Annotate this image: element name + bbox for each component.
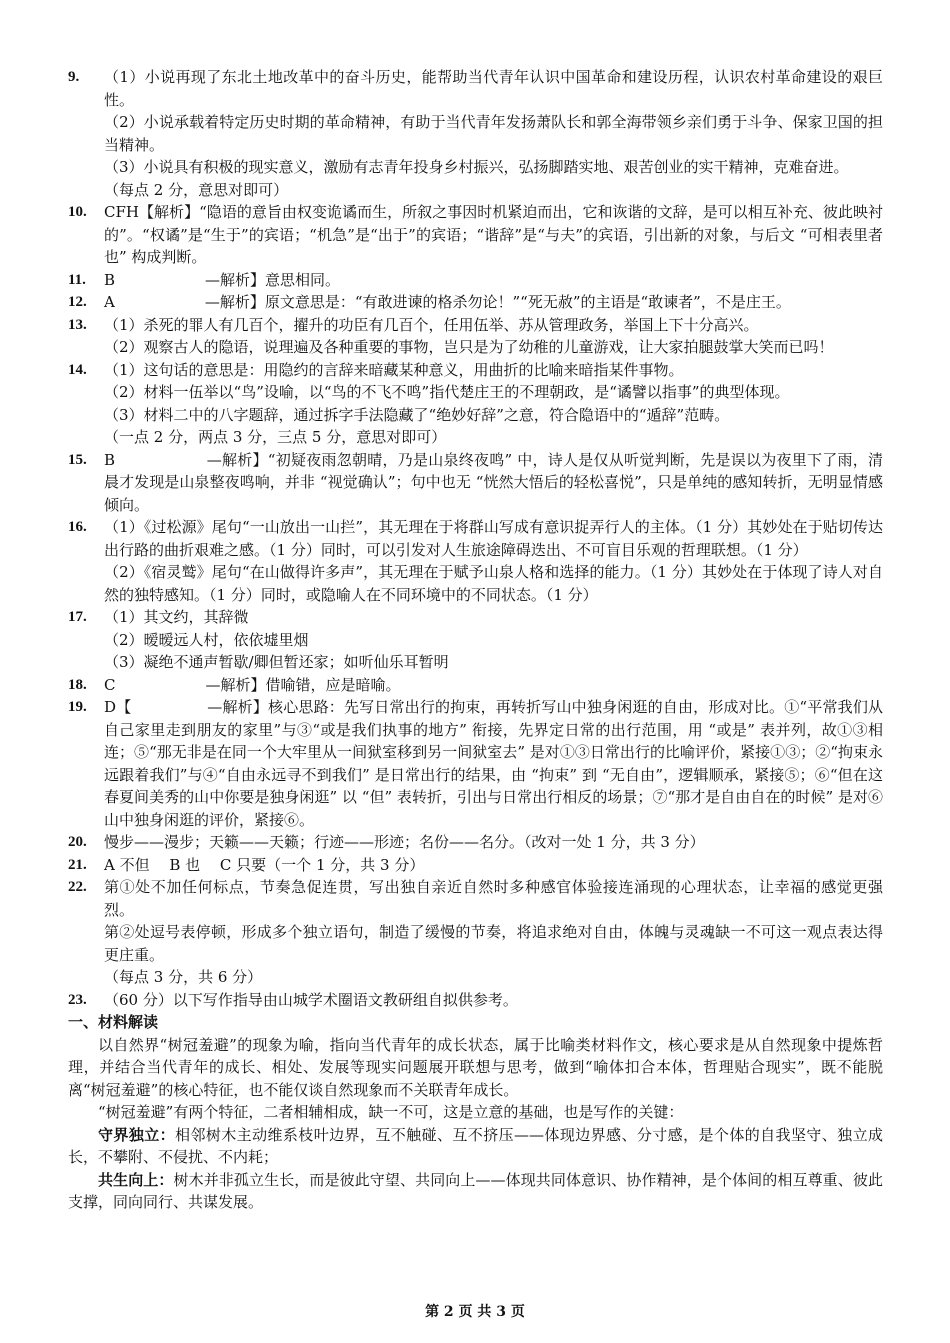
item-number: 21.	[68, 856, 87, 873]
item-number: 10.	[68, 204, 87, 220]
answer-item-18	[68, 674, 883, 697]
answer-line: （3）材料二中的八字题辞，通过拆字手法隐藏了“绝妙好辞”之意，符合隐语中的“遁辞”范畴。	[104, 405, 730, 424]
answer-line: （2）小说承载着特定历史时期的革命精神，有助于当代青年发扬萧队长和郭全海带领乡亲们勇于斗争、保家卫国的担当精神。	[104, 113, 883, 154]
item-number: 15.	[68, 451, 87, 468]
answer-item-10	[68, 201, 883, 269]
answer-line: D【 —解析】核心思路：先写日常出行的拘束，再转折写山中独身闲逛的自由，形成对比。①“平常我们从自己家里走到朋友的家里”与③“或是我们执事的地方” 衔接，先界定日常的出行范围，用 “或是” 表并列，故①③相连；⑤“那无非是在同一个大牢里从一间狱室移到另一间狱室去” 是对①③日常出行的比喻评价，紧接①③；②“拘束永远跟着我们”与④“自由永远寻不到我们” 是日常出行的结果，由 “拘束” 到 “无自由”，逻辑顺承，紧接⑤；⑥“但在这春夏间美秀的山中你要是独身闲逛” 以 “但” 表转折，引出与日常出行相反的场景；⑦“那才是自由自在的时候” 是对⑥山中独身闲逛的评价，紧接⑥。	[104, 698, 883, 829]
answer-line: （每点 3 分，共 6 分）	[104, 968, 263, 986]
answer-line: （2）材料一伍举以“鸟”设喻，以“鸟的不飞不鸣”指代楚庄王的不理朝政，是“谲譬以指事”的典型体现。	[104, 383, 790, 401]
answer-line: （2）《宿灵鹫》尾句“在山做得许多声”，其无理在于赋予山泉人格和选择的能力。（1 分）其妙处在于体现了诗人对自然的独特感知。（1 分）同时，或隐喻人在不同环境中的不同状态。（1 分）	[104, 563, 883, 604]
answer-line: B —解析】意思相同。	[104, 270, 341, 289]
item-number: 23.	[68, 991, 87, 1008]
answer-item-11	[68, 269, 883, 292]
item-number: 19.	[68, 699, 87, 715]
answer-line: （3）小说具有积极的现实意义，激励有志青年投身乡村振兴，弘扬脚踏实地、艰苦创业的实干精神，克难奋进。	[104, 158, 849, 176]
feature-point-2	[68, 1169, 883, 1214]
page-footer: 第 2 页 共 3 页	[425, 1304, 525, 1320]
answer-item-16	[68, 516, 883, 606]
item-number: 16.	[68, 519, 87, 535]
item-number: 18.	[68, 676, 87, 693]
answer-line: （1）这句话的意思是：用隐约的言辞来暗藏某种意义，用曲折的比喻来暗指某件事物。	[104, 360, 684, 379]
item-number: 12.	[68, 294, 87, 310]
answer-item-14	[68, 359, 883, 449]
answer-item-9	[68, 66, 883, 179]
point-label: 守界独立：	[98, 1125, 176, 1144]
answer-content	[68, 66, 883, 1214]
item-number: 11.	[68, 271, 86, 288]
answer-line: （2）观察古人的隐语，说理遍及各种重要的事物，岂只是为了幼稚的儿童游戏，让大家拍腿鼓掌大笑而已吗！	[104, 338, 834, 356]
point-label: 共生向上：	[98, 1170, 174, 1189]
answer-line: （1）杀死的罪人有几百个，擢升的功臣有几百个，任用伍举、苏从管理政务，举国上下十分高兴。	[104, 315, 759, 334]
item-number: 22.	[68, 879, 87, 895]
answer-item-19	[68, 696, 883, 831]
scoring-note	[68, 179, 883, 202]
answer-line: B —解析】“初疑夜雨忽朝晴，乃是山泉终夜鸣” 中，诗人是仅从听觉判断，先是误以为夜里下了雨，清晨才发现是山泉整夜鸣响，并非 “视觉确认”；句中也无 “恍然大悟后的轻松喜悦”，只是单纯的感知转折，无明显情感倾向。	[104, 450, 883, 514]
item-number: 14.	[68, 361, 87, 378]
section-paragraph: “树冠羞避”有两个特征，二者相辅相成，缺一不可，这是立意的基础，也是写作的关键：	[98, 1103, 684, 1121]
answer-item-21	[68, 854, 883, 877]
answer-line: A —解析】原文意思是：“有敢进谏的格杀勿论！”“死无赦”的主语是“敢谏者”，不是庄王。	[104, 293, 791, 311]
feature-point-1	[68, 1124, 883, 1169]
answer-item-17	[68, 606, 883, 674]
answer-line: （3）凝绝不通声暂歇/卿但暂还家；如听仙乐耳暂明	[104, 653, 449, 671]
answer-line: 第②处逗号表停顿，形成多个独立语句，制造了缓慢的节奏，将追求绝对自由，体魄与灵魂缺一不可这一观点表达得更庄重。	[104, 923, 883, 964]
answer-line: CFH【解析】“隐语的意旨由权变诡谲而生，所叙之事因时机紧迫而出，它和诙谐的文辞，是可以相互补充、彼此映衬的”。“权谲”是“生于”的宾语；“机急”是“出于”的宾语；“谐辞”是“与夫”的宾语，引出新的对象，与后文 “可相表里者也” 构成判断。	[104, 203, 883, 266]
answer-line: A 不但 B 也 C 只要（一个 1 分，共 3 分）	[104, 855, 425, 874]
answer-line: 第①处不加任何标点，节奏急促连贯，写出独自亲近自然时多种感官体验接连涌现的心理状态，让幸福的感觉更强烈。	[104, 878, 883, 919]
answer-line: （1）其文约，其辞微	[104, 608, 249, 626]
answer-item-15	[68, 449, 883, 517]
point-text: 相邻树木主动维系枝叶边界，互不触碰、互不挤压——体现边界感、分寸感，是个体的自我坚守、独立成长，不攀附、不侵扰、不内耗；	[68, 1125, 883, 1166]
item-number: 9.	[68, 69, 80, 85]
section-paragraph: 以自然界“树冠羞避”的现象为喻，指向当代青年的成长状态，属于比喻类材料作文，核心要求是从自然现象中提炼哲理，并结合当代青年的成长、相处、发展等现实问题展开联想与思考，做到“喻体扣合本体，哲理贴合现实”，既不能脱离“树冠羞避”的核心特征，也不能仅谈自然现象而不关联青年成长。	[68, 1035, 883, 1099]
item-number: 17.	[68, 609, 87, 625]
answer-line: 慢步——漫步；天籁——天籁；行迹——形迹；名份——名分。（改对一处 1 分，共 3 分）	[104, 833, 705, 851]
answer-line: （每点 2 分，意思对即可）	[104, 180, 289, 199]
answer-item-22	[68, 876, 883, 921]
answer-item-22-cont	[68, 921, 883, 989]
section-heading: 一、材料解读	[68, 1013, 159, 1031]
answer-item-13	[68, 314, 883, 359]
answer-line: （1）《过松源》尾句“一山放出一山拦”，其无理在于将群山写成有意识捉弄行人的主体。（1 分）其妙处在于贴切传达出行路的曲折艰难之感。（1 分）同时，可以引发对人生旅途障碍迭出、不可盲目乐观的哲理联想。（1 分）	[104, 518, 883, 559]
item-number: 20.	[68, 834, 87, 850]
answer-line: （60 分）以下写作指导由山城学术圈语文教研组自拟供参考。	[104, 990, 518, 1009]
answer-item-12	[68, 291, 883, 314]
answer-line: （1）小说再现了东北土地改革中的奋斗历史，能帮助当代青年认识中国革命和建设历程，认识农村革命建设的艰巨性。	[104, 68, 883, 109]
answer-item-20	[68, 831, 883, 854]
item-number: 13.	[68, 316, 87, 333]
answer-item-23	[68, 989, 883, 1012]
answer-line: （一点 2 分，两点 3 分，三点 5 分，意思对即可）	[104, 428, 447, 446]
answer-line: （2）暧暧远人村，依依墟里烟	[104, 630, 309, 649]
answer-line: C —解析】借喻错，应是暗喻。	[104, 675, 401, 694]
point-text: 树木并非孤立生长，而是彼此守望、共同向上——体现共同体意识、协作精神，是个体间的相互尊重、彼此支撑，同向同行、共谋发展。	[68, 1170, 883, 1211]
